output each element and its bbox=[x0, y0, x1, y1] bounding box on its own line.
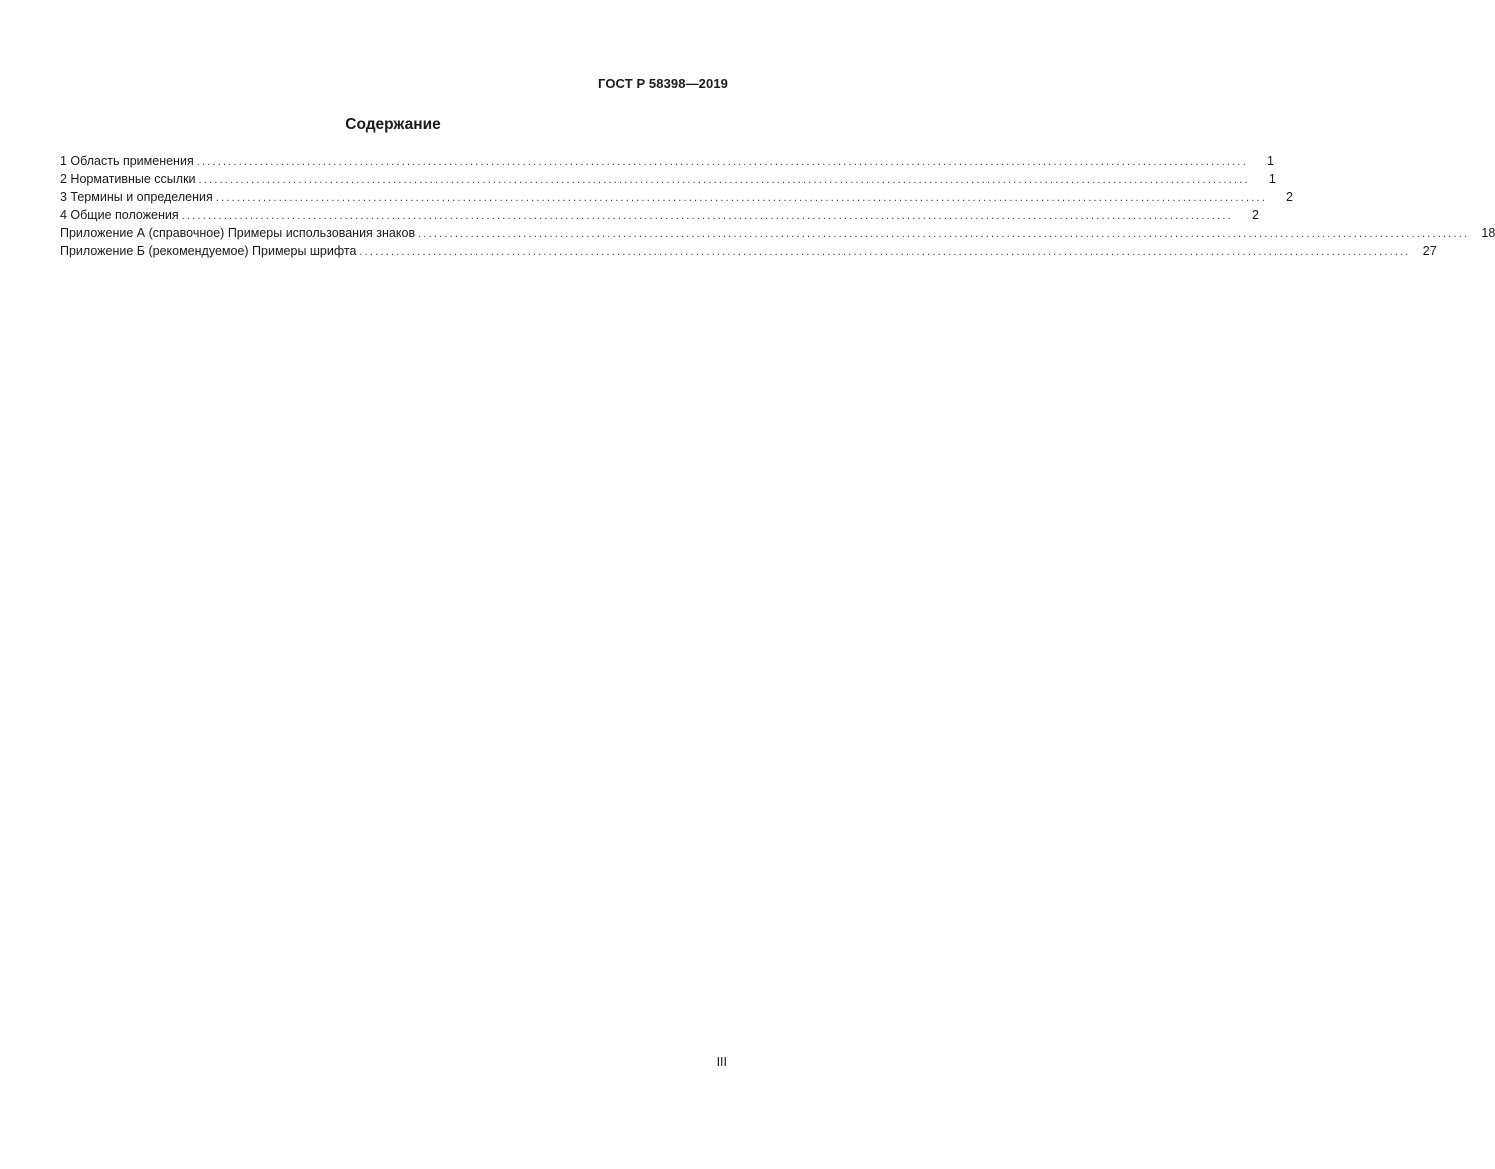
toc-entry-label: Приложение Б (рекомендуемое) Примеры шрифта bbox=[60, 244, 357, 258]
toc-dot-leader: ........................................................................................................................................................................................................ bbox=[181, 210, 1233, 222]
toc-dot-leader: ........................................................................................................................................................................................................ bbox=[215, 192, 1267, 204]
page-number: III bbox=[716, 1055, 727, 1069]
toc-entry-appendix-a[interactable] bbox=[60, 224, 1495, 242]
toc-entry-page: 1 bbox=[1267, 154, 1274, 168]
toc-entry-scope[interactable] bbox=[60, 152, 1274, 170]
toc-entry-label: 1 Область применения bbox=[60, 154, 194, 168]
toc-entry-page: 2 bbox=[1251, 208, 1259, 222]
toc-entry-page: 1 bbox=[1268, 172, 1276, 186]
toc-dot-leader: ........................................................................................................................................................................................................ bbox=[418, 228, 1470, 240]
toc-entry-general-provisions[interactable] bbox=[60, 206, 1259, 224]
toc-entry-appendix-b[interactable] bbox=[60, 242, 1437, 260]
toc-entry-label: 3 Термины и определения bbox=[60, 190, 213, 204]
toc-entry-label: 2 Нормативные ссылки bbox=[60, 172, 196, 186]
toc-entry-terms-and-definitions[interactable] bbox=[60, 188, 1293, 206]
toc-entry-label: 4 Общие положения bbox=[60, 208, 179, 222]
toc-entry-label: Приложение А (справочное) Примеры использования знаков bbox=[60, 226, 416, 240]
toc-entry-page: 27 bbox=[1422, 244, 1437, 258]
table-of-contents bbox=[60, 152, 1495, 260]
toc-dot-leader: ........................................................................................................................................................................................................ bbox=[196, 156, 1248, 168]
toc-entry-page: 2 bbox=[1286, 190, 1293, 204]
standard-code: ГОСТ Р 58398—2019 bbox=[598, 76, 728, 91]
toc-title: Содержание bbox=[345, 116, 441, 133]
toc-entry-page: 18 bbox=[1481, 226, 1495, 240]
toc-entry-normative-references[interactable] bbox=[60, 170, 1276, 188]
toc-dot-leader: ........................................................................................................................................................................................................ bbox=[198, 174, 1250, 186]
toc-dot-leader: ........................................................................................................................................................................................................ bbox=[359, 246, 1411, 258]
